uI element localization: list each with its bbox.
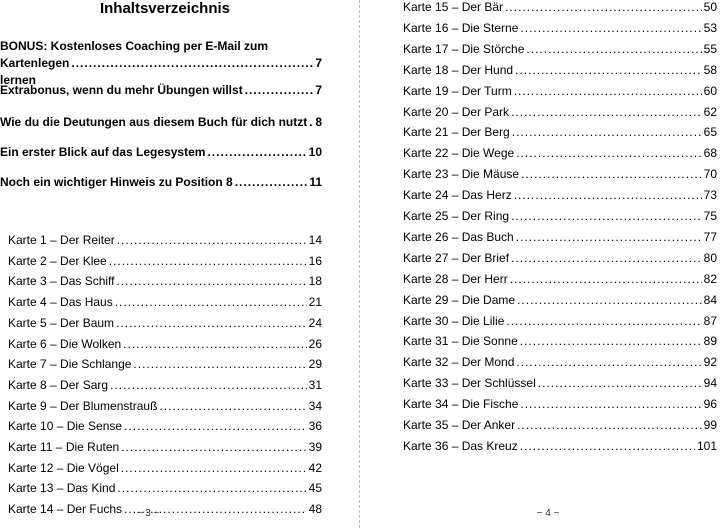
toc-entry-label: Karte 23 – Die Mäuse xyxy=(403,167,520,182)
toc-entry[interactable] xyxy=(8,399,322,414)
toc-entry-label: Karte 36 – Das Kreuz xyxy=(403,438,518,453)
toc-entry[interactable] xyxy=(403,272,717,287)
toc-entry-page: 11 xyxy=(309,175,322,189)
toc-entry[interactable] xyxy=(8,461,322,476)
toc-entry[interactable] xyxy=(8,440,322,455)
toc-entry-label: Karte 5 – Der Baum xyxy=(8,315,115,330)
toc-entry[interactable] xyxy=(403,355,717,370)
toc-entry[interactable] xyxy=(0,83,322,98)
toc-entry-label: Karte 18 – Der Hund xyxy=(403,62,514,77)
toc-entry-page: 99 xyxy=(703,418,717,432)
toc-leader-dots xyxy=(117,274,307,289)
toc-entry-page: 58 xyxy=(703,62,717,77)
toc-entry[interactable] xyxy=(8,254,322,269)
toc-entry-page: 31 xyxy=(308,377,322,392)
toc-entry[interactable] xyxy=(403,230,717,245)
toc-leader-dots xyxy=(515,63,702,78)
toc-entry-page: 68 xyxy=(703,146,717,161)
toc-entry[interactable] xyxy=(403,63,717,78)
toc-entry-label: Karte 33 – Der Schlüssel xyxy=(403,376,536,391)
toc-entry-label: Karte 20 – Der Park xyxy=(403,104,510,119)
toc-leader-dots xyxy=(517,418,702,433)
toc-entry-page: 75 xyxy=(703,209,717,223)
toc-entry[interactable] xyxy=(8,481,322,496)
toc-entry-page: 89 xyxy=(703,334,717,349)
toc-entry-label: Karte 17 – Die Störche xyxy=(403,41,525,56)
toc-entry-label: Karte 4 – Das Haus xyxy=(8,295,113,310)
toc-entry-label: Karte 35 – Der Anker xyxy=(403,418,516,432)
toc-entry-label: Karte 13 – Das Kind xyxy=(8,481,116,496)
toc-entry[interactable] xyxy=(403,42,717,57)
toc-leader-dots xyxy=(159,399,306,414)
toc-entry[interactable] xyxy=(403,314,717,329)
toc-entry-label: Karte 26 – Das Buch xyxy=(403,229,514,244)
toc-entry[interactable] xyxy=(8,316,322,331)
toc-leader-dots xyxy=(116,316,307,331)
toc-leader-dots xyxy=(245,83,314,98)
toc-entry-label: Karte 8 – Der Sarg xyxy=(8,377,109,392)
toc-leader-dots xyxy=(521,167,702,182)
toc-leader-dots xyxy=(517,293,702,308)
page-number-right: ~ 4 ~ xyxy=(536,508,560,519)
toc-leader-dots xyxy=(516,355,701,370)
toc-entry[interactable] xyxy=(403,334,717,349)
toc-leader-dots xyxy=(124,419,307,434)
toc-entry-bonus-line1: BONUS: Kostenloses Coaching per E-Mail zum xyxy=(0,39,269,53)
toc-entry-label: Karte 22 – Die Wege xyxy=(403,146,515,161)
toc-entry-bonus-line2: Kartenlegen lernen xyxy=(0,56,70,87)
toc-leader-dots xyxy=(115,295,307,310)
toc-entry-label: Karte 24 – Das Herz xyxy=(403,188,512,203)
toc-entry-page: 73 xyxy=(703,188,717,203)
toc-leader-dots xyxy=(309,115,313,130)
toc-entry-page: 45 xyxy=(308,481,322,496)
toc-leader-dots xyxy=(516,230,702,245)
right-page xyxy=(360,0,720,528)
toc-entry[interactable] xyxy=(403,188,717,203)
toc-entry-label: Extrabonus, wenn du mehr Übungen willst xyxy=(0,83,243,97)
toc-entry-page: 7 xyxy=(315,83,322,97)
toc-entry-label: Karte 1 – Der Reiter xyxy=(8,233,115,247)
toc-entry-page: 77 xyxy=(703,229,717,244)
toc-entry-page: 10 xyxy=(308,145,322,159)
toc-entry-label: Karte 30 – Die Lilie xyxy=(403,313,505,328)
toc-entry-page: 18 xyxy=(308,274,322,289)
toc-entry[interactable] xyxy=(8,295,322,310)
toc-entry-label: Karte 27 – Der Brief xyxy=(403,250,510,265)
toc-entry-page: 70 xyxy=(703,167,717,182)
toc-entry[interactable] xyxy=(403,293,717,308)
toc-entry-label: Karte 32 – Der Mond xyxy=(403,355,515,370)
toc-entry-page: 65 xyxy=(703,125,717,140)
toc-entry[interactable] xyxy=(0,115,322,130)
toc-leader-dots xyxy=(514,84,702,99)
toc-entry-label: Karte 19 – Der Turm xyxy=(403,83,512,98)
toc-leader-dots xyxy=(520,21,701,36)
toc-entry-label: Noch ein wichtiger Hinweis zu Position 8 xyxy=(0,175,233,189)
toc-entry-label: Karte 21 – Der Berg xyxy=(403,125,510,140)
toc-entry[interactable] xyxy=(8,337,322,352)
toc-leader-dots xyxy=(514,188,702,203)
toc-entry-label: Karte 14 – Der Fuchs xyxy=(8,502,123,517)
toc-entry-page: 80 xyxy=(703,250,717,265)
toc-entry-label: Karte 7 – Die Schlange xyxy=(8,357,132,372)
toc-entry-page: 26 xyxy=(308,336,322,351)
toc-leader-dots xyxy=(510,272,702,287)
toc-entry-label: Wie du die Deutungen aus diesem Buch für dich nutzt xyxy=(0,115,308,129)
toc-entry-page: 50 xyxy=(703,0,717,14)
toc-entry[interactable] xyxy=(0,145,322,160)
toc-entry[interactable] xyxy=(403,376,717,391)
toc-entry-page: 92 xyxy=(703,355,717,370)
toc-leader-dots xyxy=(511,105,702,120)
toc-entry-page: 29 xyxy=(308,357,322,372)
toc-entry[interactable] xyxy=(403,439,717,454)
toc-entry-page: 8 xyxy=(315,115,322,129)
toc-leader-dots xyxy=(109,254,307,269)
toc-entry-page: 48 xyxy=(308,502,322,517)
toc-entry-label: Karte 2 – Der Klee xyxy=(8,253,107,268)
toc-entry-label: Karte 25 – Der Ring xyxy=(403,209,510,223)
toc-entry-page: 60 xyxy=(703,83,717,98)
toc-entry-page: 62 xyxy=(703,104,717,119)
toc-leader-dots xyxy=(117,481,306,496)
page-number-left: ~ 3 ~ xyxy=(136,508,160,519)
toc-leader-dots xyxy=(506,314,701,329)
toc-entry[interactable] xyxy=(8,357,322,372)
toc-leader-dots xyxy=(110,378,307,393)
toc-entry-page: 14 xyxy=(308,233,322,247)
toc-entry-label: Karte 16 – Die Sterne xyxy=(403,20,519,35)
toc-entry-page: 21 xyxy=(308,295,322,310)
toc-entry-page: 34 xyxy=(308,398,322,413)
toc-entry[interactable] xyxy=(0,175,322,190)
toc-entry-page: 39 xyxy=(308,440,322,454)
toc-leader-dots xyxy=(121,461,307,476)
toc-leader-dots xyxy=(511,209,702,224)
toc-entry[interactable] xyxy=(403,21,717,36)
toc-entry-label: Karte 28 – Der Herr xyxy=(403,271,508,286)
toc-entry[interactable] xyxy=(403,418,717,433)
toc-leader-dots xyxy=(133,357,306,372)
toc-leader-dots xyxy=(235,175,308,190)
toc-leader-dots xyxy=(538,376,702,391)
toc-entry-page: 53 xyxy=(703,20,717,35)
toc-entry-page: 94 xyxy=(703,376,717,391)
toc-leader-dots xyxy=(207,145,306,160)
toc-entry-page: 96 xyxy=(703,397,717,412)
toc-entry[interactable] xyxy=(403,84,717,99)
toc-leader-dots xyxy=(123,337,306,352)
toc-leader-dots xyxy=(526,42,701,57)
toc-entry[interactable] xyxy=(403,0,717,15)
toc-title: Inhaltsverzeichnis xyxy=(99,0,231,17)
toc-leader-dots xyxy=(121,440,306,455)
toc-entry-bonus-page: 7 xyxy=(315,56,322,70)
toc-entry-page: 55 xyxy=(703,41,717,56)
toc-entry-label: Karte 15 – Der Bär xyxy=(403,0,504,14)
toc-leader-dots xyxy=(117,233,307,248)
toc-entry-page: 16 xyxy=(308,253,322,268)
toc-entry-label: Karte 31 – Die Sonne xyxy=(403,334,518,349)
toc-entry[interactable] xyxy=(8,378,322,393)
toc-entry[interactable] xyxy=(403,146,717,161)
toc-entry[interactable] xyxy=(403,251,717,266)
toc-entry-bonus[interactable] xyxy=(0,38,322,89)
toc-entry-page: 36 xyxy=(308,419,322,434)
toc-entry[interactable] xyxy=(403,397,717,412)
toc-entry-label: Karte 11 – Die Ruten xyxy=(8,440,120,454)
toc-leader-dots xyxy=(520,439,695,454)
toc-leader-dots xyxy=(520,334,702,349)
toc-leader-dots xyxy=(505,0,702,15)
toc-entry[interactable] xyxy=(8,274,322,289)
toc-leader-dots xyxy=(511,251,702,266)
toc-entry-label: Karte 29 – Die Dame xyxy=(403,292,516,307)
toc-entry-label: Karte 6 – Die Wolken xyxy=(8,336,122,351)
toc-entry-page: 84 xyxy=(703,292,717,307)
toc-entry-label: Karte 3 – Das Schiff xyxy=(8,274,115,289)
toc-entry[interactable] xyxy=(403,209,717,224)
toc-entry-label: Ein erster Blick auf das Legesystem xyxy=(0,145,206,159)
toc-leader-dots xyxy=(520,397,701,412)
toc-leader-dots xyxy=(516,146,701,161)
toc-entry[interactable] xyxy=(8,419,322,434)
toc-entry[interactable] xyxy=(403,167,717,182)
toc-entry-page: 24 xyxy=(308,315,322,330)
toc-entry-label: Karte 34 – Die Fische xyxy=(403,397,519,412)
toc-entry-page: 87 xyxy=(703,313,717,328)
toc-entry[interactable] xyxy=(403,125,717,140)
toc-entry-page: 82 xyxy=(703,271,717,286)
toc-leader-dots xyxy=(512,125,702,140)
toc-entry-label: Karte 9 – Der Blumenstrauß xyxy=(8,398,158,413)
toc-entry-page: 42 xyxy=(308,460,322,475)
toc-entry-page: 101 xyxy=(696,438,717,453)
toc-entry-label: Karte 10 – Die Sense xyxy=(8,419,123,434)
toc-entry[interactable] xyxy=(8,233,322,248)
toc-leader-dots xyxy=(71,55,313,72)
toc-entry-label: Karte 12 – Die Vögel xyxy=(8,460,119,475)
toc-entry[interactable] xyxy=(403,105,717,120)
